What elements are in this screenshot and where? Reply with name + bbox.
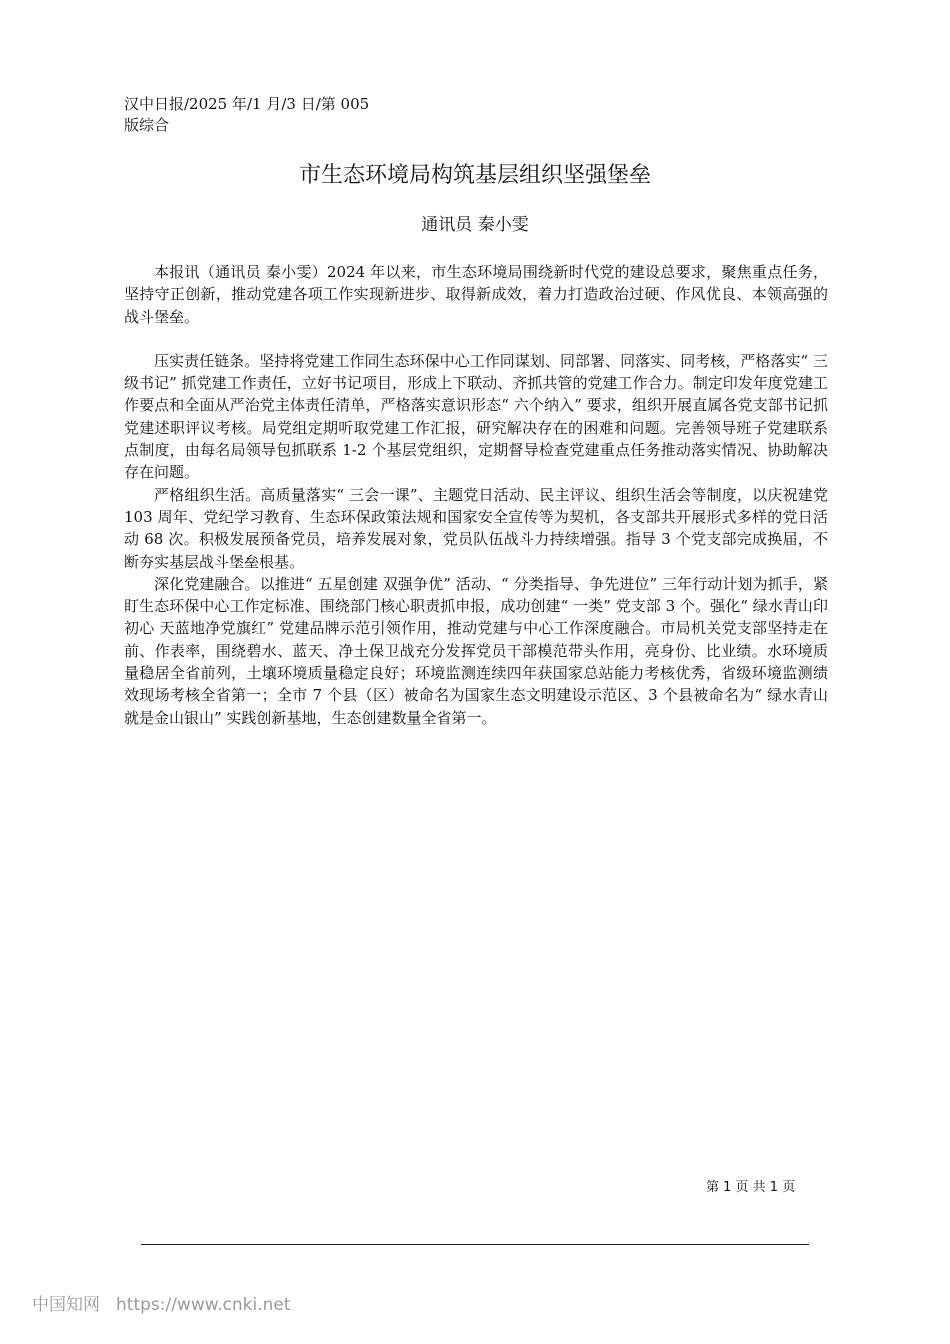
page-number: 第 1 页 共 1 页 xyxy=(706,1180,796,1195)
article-title: 市生态环境局构筑基层组织坚强堡垒 xyxy=(298,163,651,188)
article-body xyxy=(124,261,828,729)
watermark-brand: 中国知网 xyxy=(32,1295,100,1315)
footer-divider xyxy=(141,1244,809,1245)
source-line: 汉中日报/2025 年/1 月/3 日/第 005 版综合 xyxy=(124,95,370,134)
article-author: 通讯员 秦小雯 xyxy=(421,215,529,235)
article-paragraph-lead: 本报讯（通讯员 秦小雯）2024 年以来，市生态环境局围绕新时代党的建设总要求，聚焦重点任务，坚持守正创新，推动党建各项工作实现新进步、取得新成效，着力打造政治过硬、作风优良、本领高强的战斗堡垒。 xyxy=(124,263,828,326)
article-paragraph-organization: 严格组织生活。高质量落实“ 三会一课”、主题党日活动、民主评议、组织生活会等制度，以庆祝建党 103 周年、党纪学习教育、生态环保政策法规和国家安全宣传等为契机，各支部共开展形式多样的党日活动 68 次。积极发展预备党员，培养发展对象，党员队伍战斗力持续增强。指导 3 个党支部完成换届，不断夯实基层战斗堡垒根基。 xyxy=(124,485,828,571)
watermark-url: https://www.cnki.net xyxy=(116,1295,291,1315)
cnki-watermark xyxy=(32,1293,290,1317)
article-paragraph-responsibility: 压实责任链条。坚持将党建工作同生态环保中心工作同谋划、同部署、同落实、同考核，严格落实“ 三级书记” 抓党建工作责任，立好书记项目，形成上下联动、齐抓共管的党建工作合力。制定印发年度党建工作要点和全面从严治党主体责任清单，严格落实意识形态“ 六个纳入” 要求，组织开展直属各党支部书记抓党建述职评议考核。局党组定期听取党建工作汇报，研究解决存在的困难和问题。完善领导班子党建联系点制度，由每名局领导包抓联系 1-2 个基层党组织，定期督导检查党建重点任务推动落实情况、协助解决存在问题。 xyxy=(124,351,828,482)
article-paragraph-integration: 深化党建融合。以推进“ 五星创建 双强争优” 活动、“ 分类指导、争先进位” 三年行动计划为抓手，紧盯生态环保中心工作定标准、围绕部门核心职责抓申报，成功创建“ 一类” 党支部 3 个。强化“ 绿水青山印初心 天蓝地净党旗红” 党建品牌示范引领作用，推动党建与中心工作深度融合。市局机关党支部坚持走在前、作表率，围绕碧水、蓝天、净土保卫战充分发挥党员干部模范带头作用，亮身份、比业绩。水环境质量稳居全省前列，土壤环境质量稳定良好；环境监测连续四年获国家总站能力考核优秀，省级环境监测绩效现场考核全省第一；全市 7 个县（区）被命名为国家生态文明建设示范区、3 个县被命名为“ 绿水青山就是金山银山” 实践创新基地，生态创建数量全省第一。 xyxy=(124,574,828,727)
